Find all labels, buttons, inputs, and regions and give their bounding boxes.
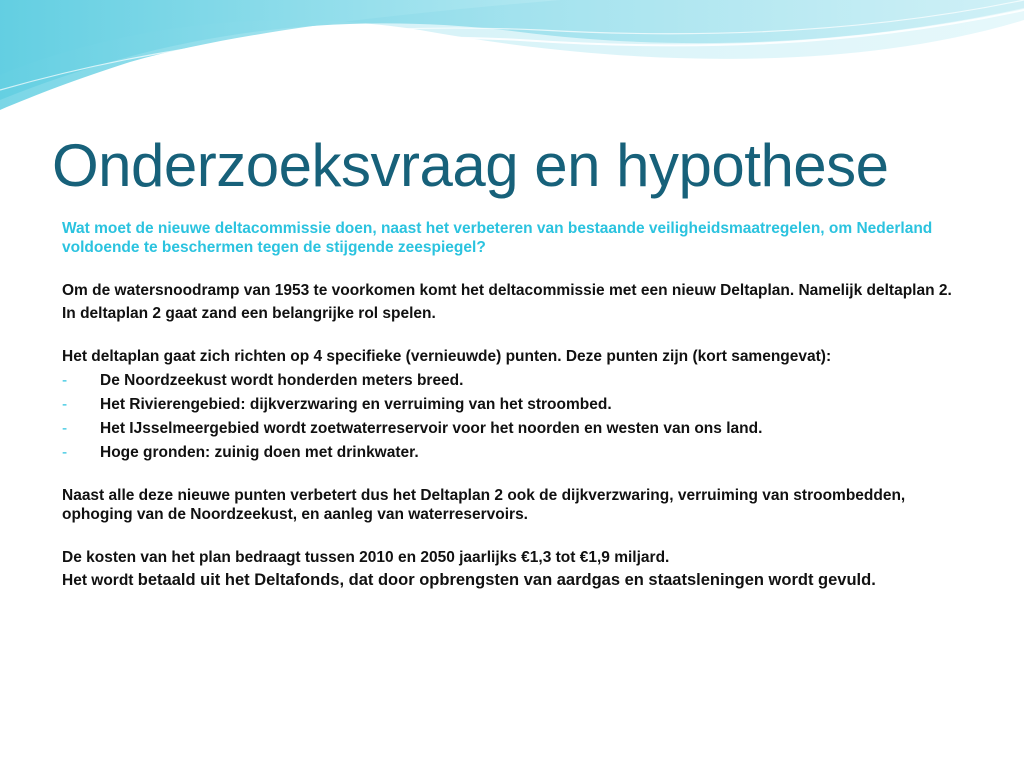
list-item-text: Het Rivierengebied: dijkverzwaring en verruiming van het stroombed. <box>100 396 612 413</box>
focus-points-list <box>62 371 962 462</box>
list-item-text: De Noordzeekust wordt honderden meters breed. <box>100 372 464 389</box>
list-item-text: Hoge gronden: zuinig doen met drinkwater. <box>100 444 419 461</box>
bullet-dash: - <box>62 420 68 437</box>
paragraph-focus-points: Het deltaplan gaat zich richten op 4 specifieke (vernieuwde) punten. Deze punten zijn (kort samengevat): <box>62 348 832 365</box>
bullet-dash: - <box>62 396 68 413</box>
bullet-dash: - <box>62 372 68 389</box>
list-item <box>62 371 962 390</box>
list-item-text: Het IJsselmeergebied wordt zoetwaterreservoir voor het noorden en westen van ons land. <box>100 420 763 437</box>
list-item <box>62 419 962 438</box>
paragraph-funding <box>62 571 962 590</box>
slide-body <box>62 219 962 590</box>
paragraph-deltaplan-intro: Om de watersnoodramp van 1953 te voorkomen komt het deltacommissie met een nieuw Deltaplan. Namelijk deltaplan 2. <box>62 282 952 299</box>
paragraph-costs: De kosten van het plan bedraagt tussen 2010 en 2050 jaarlijks €1,3 tot €1,9 miljard. <box>62 549 670 566</box>
paragraph-sand-role: In deltaplan 2 gaat zand een belangrijke rol spelen. <box>62 305 436 322</box>
bullet-dash: - <box>62 444 68 461</box>
list-item <box>62 443 962 462</box>
funding-lead: Het wordt <box>62 572 138 589</box>
paragraph-improvements: Naast alle deze nieuwe punten verbetert dus het Deltaplan 2 ook de dijkverzwaring, verruiming van stroombedden, ophoging van de Noordzeekust, en aanleg van waterreservoirs. <box>62 487 906 523</box>
research-question: Wat moet de nieuwe deltacommissie doen, naast het verbeteren van bestaande veiligheidsmaatregelen, om Nederland voldoende te beschermen tegen de stijgende zeespiegel? <box>62 220 933 256</box>
slide-title: Onderzoeksvraag en hypothese <box>52 132 889 199</box>
header-wave-decoration <box>0 0 1024 130</box>
funding-detail: betaald uit het Deltafonds, dat door opbrengsten van aardgas en staatsleningen wordt gevuld. <box>137 571 876 589</box>
list-item <box>62 395 962 414</box>
